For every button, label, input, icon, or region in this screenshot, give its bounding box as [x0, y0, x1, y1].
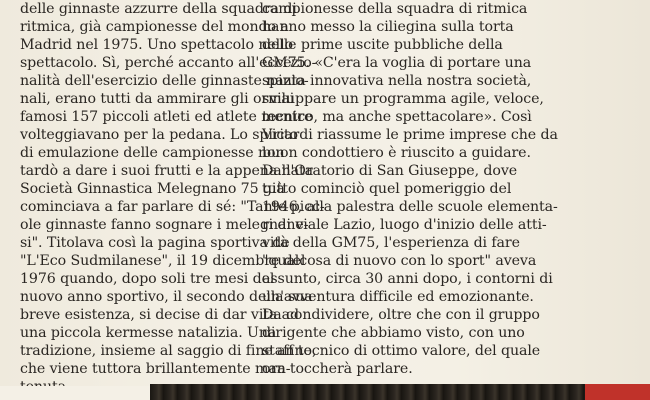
right-line: Da condividere, oltre che con il gruppo — [262, 307, 540, 323]
right-text-column — [262, 0, 558, 378]
photo-strip — [150, 384, 650, 400]
left-line: nuovo anno sportivo, il secondo della sua — [20, 289, 313, 305]
photo-strip-red-block — [585, 384, 650, 400]
right-line: staff tecnico di ottimo valore, del quale — [262, 343, 541, 359]
right-line: tecnico, ma anche spettacolare». Così — [262, 109, 532, 125]
right-line: sviluppare un programma agile, veloce, — [262, 91, 544, 107]
page-margin — [0, 386, 150, 400]
right-line: tutto cominciò quel pomeriggio del — [262, 181, 512, 197]
right-line: ri di viale Lazio, luogo d'inizio delle atti- — [262, 217, 547, 233]
left-line: 1976 quando, dopo soli tre mesi del — [20, 271, 275, 287]
left-line: si". Titolava così la pagina sportiva de — [20, 235, 290, 251]
left-line: delle ginnaste azzurre della squadra di — [20, 1, 297, 17]
left-line: Società Ginnastica Melegnano 75 già — [20, 181, 285, 197]
left-line: "L'Eco Sudmilanese", il 19 dicembre del — [20, 253, 306, 269]
left-line: ole ginnaste fanno sognare i melegnane- — [20, 217, 309, 233]
right-line: hanno messo la ciliegina sulla torta — [262, 19, 514, 35]
right-line: ora toccherà parlare. — [262, 361, 413, 377]
left-line: famosi 157 piccoli atleti ed atlete mentre — [20, 109, 313, 125]
left-line: di emulazione delle campionesse non — [20, 145, 285, 161]
right-line: vità della GM75, l'esperienza di fare — [262, 235, 520, 251]
left-line: cominciava a far parlare di sé: "Tante picc- — [20, 199, 325, 215]
left-line: Madrid nel 1975. Uno spettacolo nello — [20, 37, 293, 53]
right-line: spinta innovativa nella nostra società, — [262, 73, 532, 89]
left-line: che viene tuttora brillantemente man- — [20, 361, 291, 377]
left-line: ritmica, già campionesse del mondo a — [20, 19, 289, 35]
right-line: GM75. «C'era la voglia di portare una — [262, 55, 532, 71]
left-line: spettacolo. Sì, perché accanto all'eccezio- — [20, 55, 317, 71]
right-line: un'avventura difficile ed emozionante. — [262, 289, 534, 305]
right-line: campionesse della squadra di ritmica — [262, 1, 528, 17]
left-line: nali, erano tutti da ammirare gli ormai — [20, 91, 295, 107]
right-line: buon condottiero è riuscito a guidare. — [262, 145, 531, 161]
right-line: 1946, alla palestra delle scuole elementa- — [262, 199, 558, 215]
left-line: nalità dell'esercizio delle ginnaste nazio- — [20, 73, 309, 89]
left-line: volteggiavano per la pedana. Lo spirito — [20, 127, 298, 143]
right-line: dirigente che abbiamo visto, con uno — [262, 325, 525, 341]
right-line: assunto, circa 30 anni dopo, i contorni di — [262, 271, 553, 287]
left-line: tradizione, insieme al saggio di fine anno, — [20, 343, 317, 359]
left-line: breve esistenza, si decise di dar vita ad — [20, 307, 299, 323]
left-line: una piccola kermesse natalizia. Una — [20, 325, 277, 341]
right-line: "qualcosa di nuovo con lo sport" aveva — [262, 253, 537, 269]
left-text-column — [20, 0, 325, 396]
right-line: delle prime uscite pubbliche della — [262, 37, 503, 53]
right-line: Vicardi riassume le prime imprese che da — [262, 127, 558, 143]
left-line: tardò a dare i suoi frutti e la appena nata — [20, 163, 313, 179]
right-line: Dall'Oratorio di San Giuseppe, dove — [262, 163, 518, 179]
